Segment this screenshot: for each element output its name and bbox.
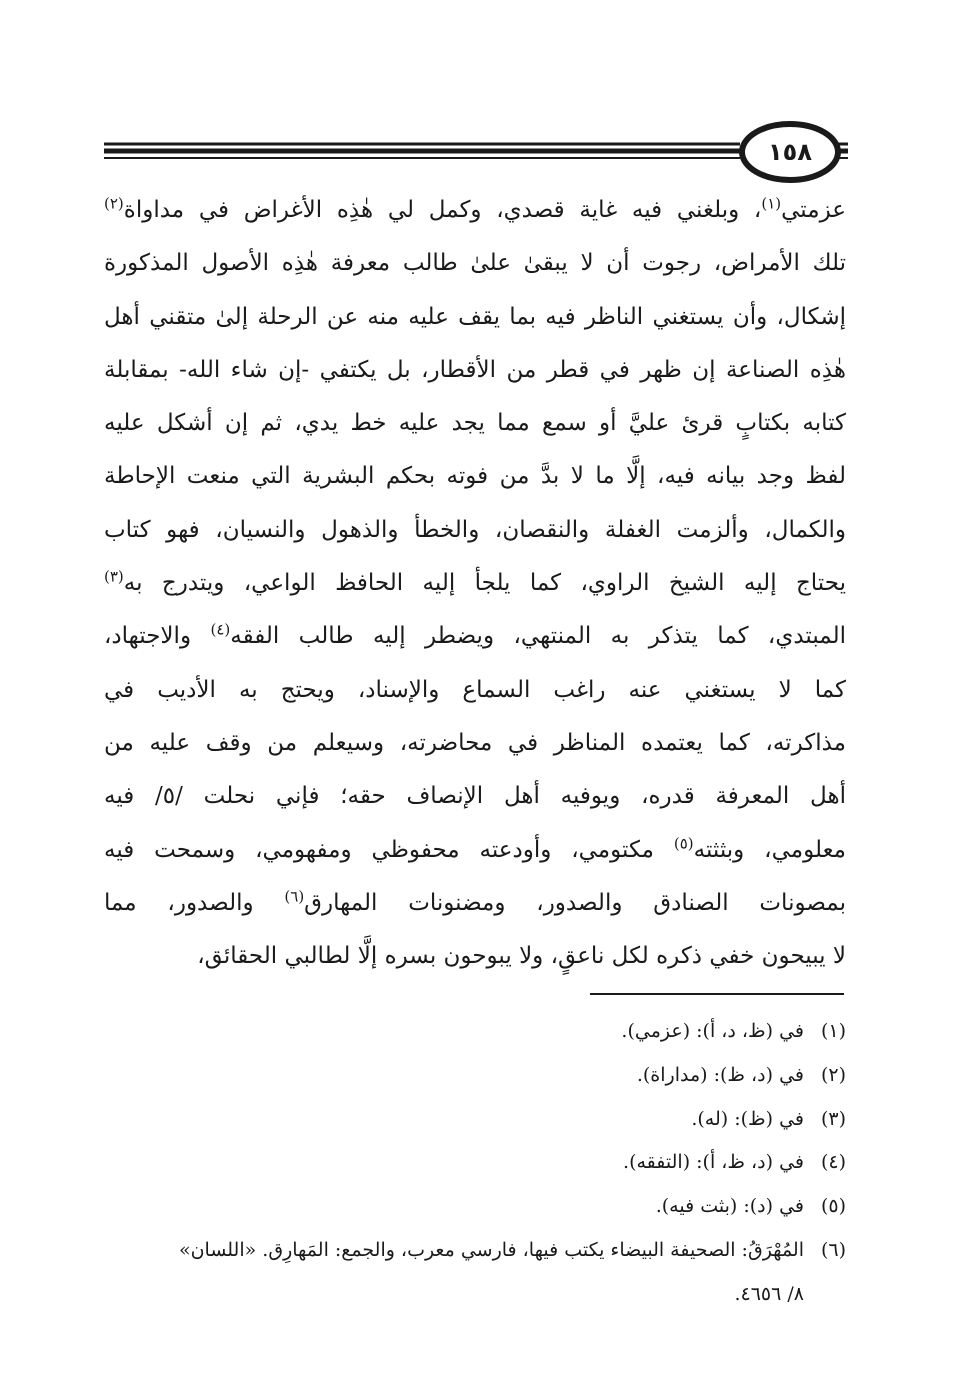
footnote-number: (٦) <box>820 1238 846 1261</box>
footnotes <box>104 1010 846 1317</box>
text-line: أهل المعرفة قدره، ويوفيه أهل الإنصاف حقه؛ فإني نحلت /٥/ فيه <box>104 783 846 810</box>
footnote-number: (٣) <box>820 1107 846 1130</box>
text-line: يحتاج إليه الشيخ الراوي، كما يلجأ إليه الحافظ الواعي، ويتدرج به$^{(٣)}$ <box>104 567 846 597</box>
text-line: إشكال، وأن يستغني الناظر فيه بما يقف عليه منه عن الرحلة إلىٰ متقني أهل <box>104 303 846 330</box>
text-line: لفظ وجد بيانه فيه، إلَّا ما لا بدَّ من فوته بحكم البشرية التي منعت الإحاطة <box>104 463 846 490</box>
footnote-number: (٢) <box>820 1063 846 1086</box>
footnote-text: في (د): (بثت فيه). <box>655 1195 804 1218</box>
footnote-ref: (٢) <box>104 194 124 213</box>
text-line: هٰذِه الصناعة إن ظهر في قطر من الأقطار، بل يكتفي -إن شاء الله- بمقابلة <box>104 356 846 383</box>
footnote <box>104 1054 846 1098</box>
text-line: مذاكرته، كما يعتمده المناظر في محاضرته، وسيعلم من وقف عليه من <box>104 729 846 756</box>
header-ornament <box>104 120 848 186</box>
footnote-number: (١) <box>820 1020 846 1042</box>
footnote-separator <box>590 993 844 995</box>
text-line: تلك الأمراض، رجوت أن لا يبقىٰ علىٰ طالب معرفة هٰذِه الأصول المذكورة <box>104 250 846 277</box>
footnote-text: المُهْرَقُ: الصحيفة البيضاء يكتب فيها، فارسي معرب، والجمع: المَهارِق. «اللسان» <box>178 1238 804 1261</box>
footnote-ref: (٦) <box>284 887 305 906</box>
text-line: عزمتي$^{(١)}$، وبلغني فيه غاية قصدي، وكمل لي هٰذِه الأغراض في مداواة$^{(٢)}$ <box>104 194 846 223</box>
footnote-ref: (٥) <box>673 833 694 852</box>
footnote-ref: (١) <box>761 194 782 213</box>
body-text <box>104 184 846 983</box>
text-line: لا يبيحون خفي ذكره لكل ناعقٍ، ولا يبوحون بسره إلَّا لطالبي الحقائق، <box>197 943 846 970</box>
footnote <box>104 1098 846 1142</box>
footnote-number: (٤) <box>820 1151 846 1174</box>
footnote-text: في (د، ظ): (مداراة). <box>636 1063 804 1086</box>
text-line: بمصونات الصنادق والصدور، ومضنونات المهارق$^{(٦)}$ والصدور، مما <box>104 887 846 916</box>
footnote <box>104 1185 846 1229</box>
footnote <box>104 1010 846 1054</box>
text-line: كما لا يستغني عنه راغب السماع والإسناد، ويحتج به الأديب في <box>104 676 846 703</box>
page-header <box>104 120 848 186</box>
footnote-ref: (٤) <box>210 620 231 639</box>
footnote-text: في (ظ): (له). <box>691 1107 804 1130</box>
text-line: المبتدي، كما يتذكر به المنتهي، ويضطر إليه طالب الفقه$^{(٤)}$ والاجتهاد، <box>104 620 847 650</box>
footnote-continuation: ٨/ ٤٦٥٦. <box>734 1282 804 1305</box>
page-number: ١٥٨ <box>768 138 812 166</box>
text-line: معلومي، وبثثته$^{(٥)}$ مكتومي، وأودعته محفوظي ومفهومي، وسمحت فيه <box>104 833 846 863</box>
text-line: والكمال، وألزمت الغفلة والنقصان، والخطأ والذهول والنسيان، فهو كتاب <box>104 516 846 543</box>
footnote <box>104 1229 846 1273</box>
footnote-text: في (د، ظ، أ): (التفقه). <box>623 1151 804 1174</box>
text-line: كتابه بكتابٍ قرئ عليَّ أو سمع مما يجد عليه خط يدي، ثم إن أشكل عليه <box>104 410 846 437</box>
footnote-ref: (٣) <box>104 567 124 586</box>
footnote-number: (٥) <box>820 1195 846 1218</box>
footnote <box>104 1141 846 1185</box>
footnote-text: في (ظ، د، أ): (عزمي). <box>621 1020 804 1042</box>
